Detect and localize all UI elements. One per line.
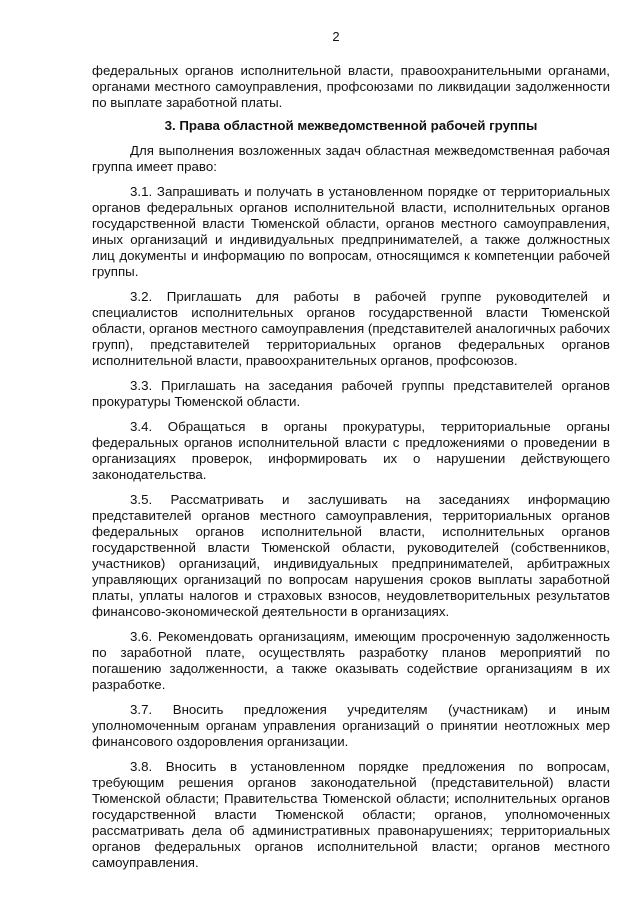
document-page: [92, 28, 610, 871]
clause-3-3: 3.3. Приглашать на заседания рабочей группы представителей органов прокуратуры Тюменской области.: [92, 378, 610, 409]
section-lead-paragraph: Для выполнения возложенных задач областная межведомственная рабочая группа имеет право:: [92, 143, 610, 174]
clause-3-8: 3.8. Вносить в установленном порядке предложения по вопросам, требующим решения органов законодательной (представительной) власти Тюменской области; Правительства Тюменской области; исполнительных органов государственной власти Тюменской области; органов, уполномоченных рассматривать дела об административных правонарушениях; территориальных органов федеральных органов исполнительной власти; органов местного самоуправления.: [92, 759, 610, 870]
section-heading: 3. Права областной межведомственной рабочей группы: [164, 118, 538, 133]
page-number: 2: [332, 29, 340, 44]
clause-3-2: 3.2. Приглашать для работы в рабочей группе руководителей и специалистов исполнительных органов государственной власти Тюменской области, органов местного самоуправления (представителей аналогичных рабочих групп), представителей территориальных органов федеральных органов исполнительной власти, правоохранительных органов, профсоюзов.: [92, 289, 610, 368]
clause-3-1: 3.1. Запрашивать и получать в установленном порядке от территориальных органов федеральных органов исполнительной власти, исполнительных органов государственной власти Тюменской области, органов местного самоуправления, иных организаций и индивидуальных предпринимателей, а также должностных лиц документы и информацию по вопросам, относящимся к компетенции рабочей группы.: [92, 184, 610, 279]
clause-3-6: 3.6. Рекомендовать организациям, имеющим просроченную задолженность по заработной плате, осуществлять разработку планов мероприятий по погашению задолженности, а также оказывать содействие организациям в их разработке.: [92, 629, 610, 692]
clause-3-5: 3.5. Рассматривать и заслушивать на заседаниях информацию представителей органов местного самоуправления, территориальных органов федеральных органов исполнительной власти, исполнительных органов государственной власти Тюменской области, руководителей (собственников, участников) организаций, индивидуальных предпринимателей, арбитражных управляющих организаций по вопросам нарушения сроков выплаты заработной платы, уплаты налогов и страховых взносов, неудовлетворительных результатов финансово-экономической деятельности в организациях.: [92, 492, 610, 619]
continuation-paragraph: федеральных органов исполнительной власти, правоохранительными органами, органами местного самоуправления, профсоюзами по ликвидации задолженности по выплате заработной платы.: [92, 63, 610, 110]
clause-3-4: 3.4. Обращаться в органы прокуратуры, территориальные органы федеральных органов исполнительной власти с предложениями о проведении в организациях проверок, информировать их о нарушении действующего законодательства.: [92, 419, 610, 482]
clause-3-7: 3.7. Вносить предложения учредителям (участникам) и иным уполномоченным органам управления организаций о принятии неотложных мер финансового оздоровления организации.: [92, 702, 610, 749]
